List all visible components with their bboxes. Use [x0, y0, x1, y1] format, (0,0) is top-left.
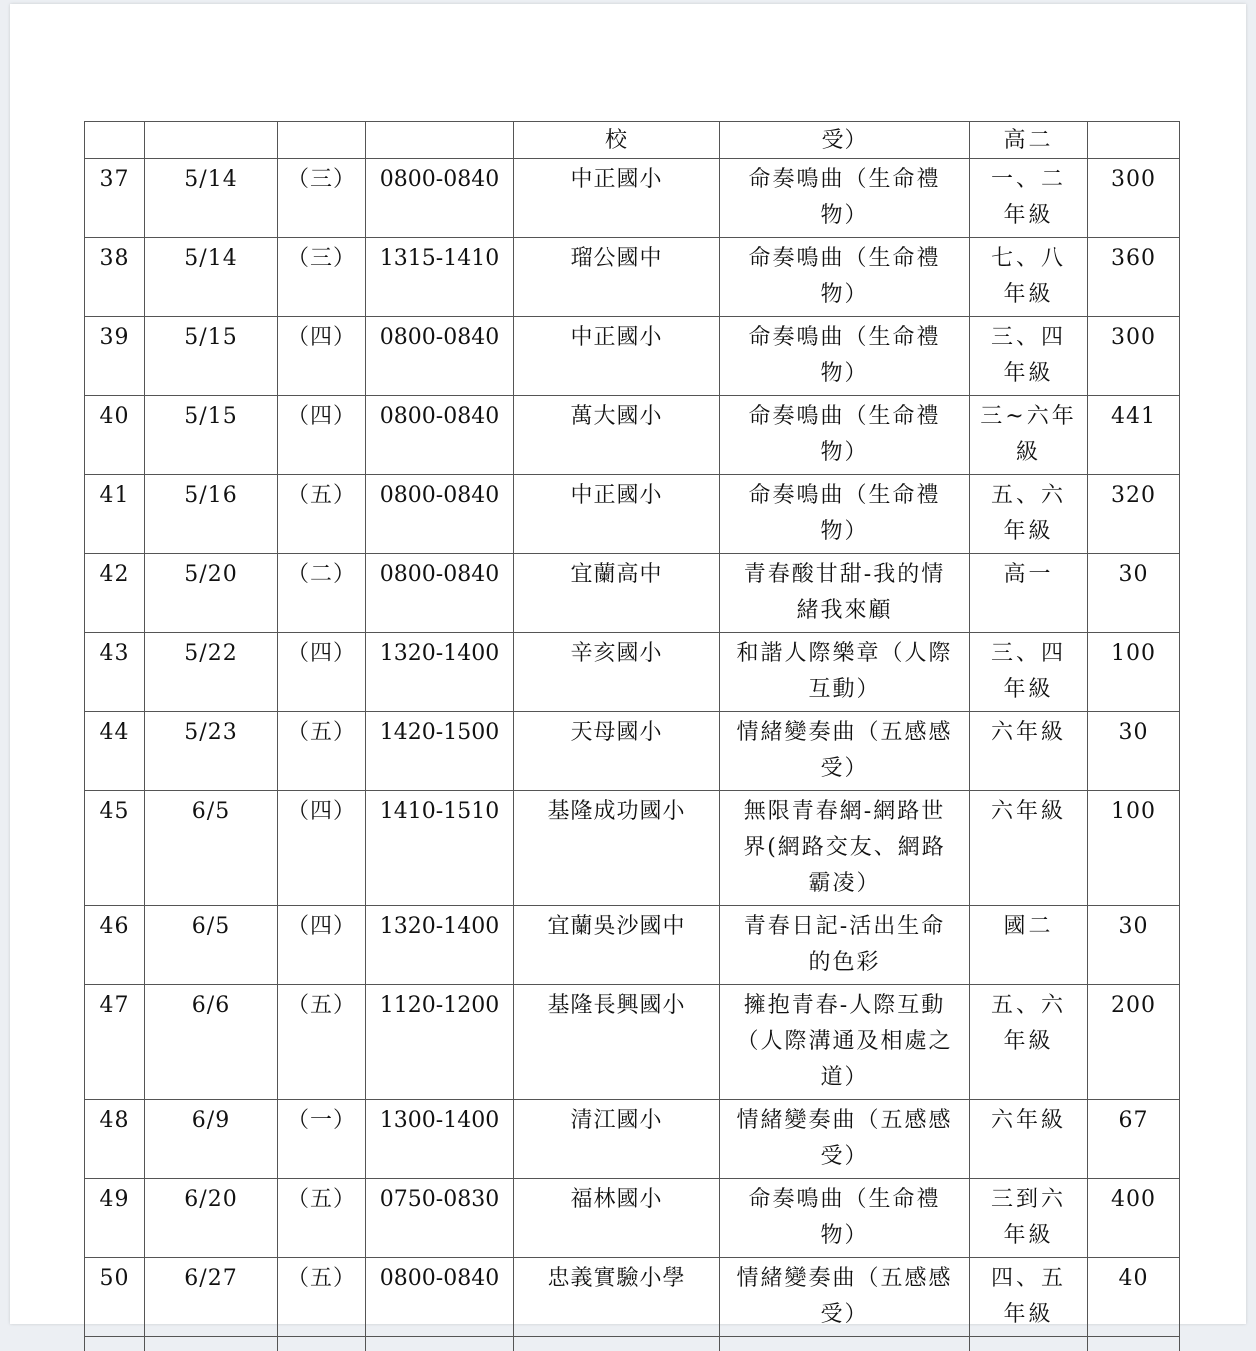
- date-cell: 5/14: [145, 238, 278, 317]
- table-row: [85, 1179, 1180, 1258]
- table-row: [85, 1258, 1180, 1337]
- school-cell: 中正國小: [514, 475, 720, 554]
- school-cell: 瑠公國中: [514, 238, 720, 317]
- cutoff-cell: [278, 1337, 366, 1351]
- time-cell: 1410-1510: [366, 791, 514, 906]
- time-cell: 1120-1200: [366, 985, 514, 1100]
- grade-cell-line: 五、六: [978, 988, 1079, 1024]
- partial-cell: [278, 122, 366, 159]
- grade-cell-line: 年級: [978, 672, 1079, 708]
- table-row: [85, 633, 1180, 712]
- topic-cell-line: 物）: [730, 435, 959, 471]
- weekday-cell: （五）: [278, 1258, 366, 1337]
- school-cell: 辛亥國小: [514, 633, 720, 712]
- count-cell: 300: [1088, 159, 1180, 238]
- table-row: [85, 396, 1180, 475]
- topic-cell: [720, 159, 970, 238]
- grade-cell: [970, 985, 1088, 1100]
- partial-cell: [85, 122, 145, 159]
- count-cell: 300: [1088, 317, 1180, 396]
- school-cell: 基隆成功國小: [514, 791, 720, 906]
- topic-cell-line: 互動）: [730, 672, 959, 708]
- row-number-cell: 44: [85, 712, 145, 791]
- date-cell: 6/5: [145, 906, 278, 985]
- topic-cell: [720, 712, 970, 791]
- date-cell: 5/22: [145, 633, 278, 712]
- topic-cell-line: 的色彩: [730, 945, 959, 981]
- topic-cell-line: 情緒變奏曲（五感感: [730, 715, 959, 751]
- topic-cell-line: 緒我來顧: [730, 593, 959, 629]
- topic-cell-line: 受）: [730, 751, 959, 787]
- row-number-cell: 41: [85, 475, 145, 554]
- row-number-cell: 48: [85, 1100, 145, 1179]
- row-number-cell: 47: [85, 985, 145, 1100]
- grade-cell: [970, 1179, 1088, 1258]
- weekday-cell: （五）: [278, 985, 366, 1100]
- date-cell: 5/23: [145, 712, 278, 791]
- row-number-cell: 42: [85, 554, 145, 633]
- table-row: [85, 475, 1180, 554]
- date-cell: 5/20: [145, 554, 278, 633]
- time-cell: 0800-0840: [366, 317, 514, 396]
- weekday-cell: （四）: [278, 396, 366, 475]
- topic-cell-line: 界(網路交友、網路: [730, 830, 959, 866]
- time-cell: 0800-0840: [366, 475, 514, 554]
- topic-cell-line: 命奏鳴曲（生命禮: [730, 241, 959, 277]
- grade-cell-line: 年級: [978, 1218, 1079, 1254]
- school-cell: 忠義實驗小學: [514, 1258, 720, 1337]
- grade-cell-line: 七、八: [978, 241, 1079, 277]
- topic-cell-line: 物）: [730, 1218, 959, 1254]
- topic-cell-line: 霸凌）: [730, 866, 959, 902]
- partial-cell: [366, 122, 514, 159]
- grade-cell-line: 四、五: [978, 1261, 1079, 1297]
- school-cell: 天母國小: [514, 712, 720, 791]
- topic-cell: [720, 906, 970, 985]
- time-cell: 1320-1400: [366, 906, 514, 985]
- grade-cell-line: 高一: [978, 557, 1079, 593]
- grade-cell: [970, 238, 1088, 317]
- grade-cell: [970, 791, 1088, 906]
- weekday-cell: （五）: [278, 475, 366, 554]
- weekday-cell: （五）: [278, 712, 366, 791]
- count-cell: 100: [1088, 633, 1180, 712]
- topic-cell-line: 命奏鳴曲（生命禮: [730, 399, 959, 435]
- grade-cell: [970, 554, 1088, 633]
- grade-cell: [970, 712, 1088, 791]
- grade-cell-line: 六年級: [978, 715, 1079, 751]
- school-cell: 萬大國小: [514, 396, 720, 475]
- time-cell: 0800-0840: [366, 159, 514, 238]
- time-cell: 0800-0840: [366, 554, 514, 633]
- time-cell: 0800-0840: [366, 1258, 514, 1337]
- topic-cell: [720, 396, 970, 475]
- table-row-cutoff: [85, 1337, 1180, 1351]
- table-row: [85, 712, 1180, 791]
- topic-cell: [720, 238, 970, 317]
- grade-cell-line: 六年級: [978, 794, 1079, 830]
- row-number-cell: 43: [85, 633, 145, 712]
- weekday-cell: （四）: [278, 906, 366, 985]
- table-row-partial-header: [85, 122, 1180, 159]
- grade-cell-line: 年級: [978, 514, 1079, 550]
- count-cell: 100: [1088, 791, 1180, 906]
- weekday-cell: （一）: [278, 1100, 366, 1179]
- count-cell: 441: [1088, 396, 1180, 475]
- grade-cell-line: 三到六: [978, 1182, 1079, 1218]
- topic-cell-line: 情緒變奏曲（五感感: [730, 1103, 959, 1139]
- date-cell: 5/14: [145, 159, 278, 238]
- topic-cell-line: 情緒變奏曲（五感感: [730, 1261, 959, 1297]
- row-number-cell: 46: [85, 906, 145, 985]
- document-page: [10, 4, 1246, 1324]
- cutoff-cell: [366, 1337, 514, 1351]
- date-cell: 6/5: [145, 791, 278, 906]
- table-row: [85, 791, 1180, 906]
- time-cell: 1300-1400: [366, 1100, 514, 1179]
- grade-cell-line: 三、四: [978, 636, 1079, 672]
- topic-cell-line: 擁抱青春-人際互動: [730, 988, 959, 1024]
- weekday-cell: （四）: [278, 633, 366, 712]
- topic-cell-line: 命奏鳴曲（生命禮: [730, 1182, 959, 1218]
- row-number-cell: 37: [85, 159, 145, 238]
- date-cell: 6/27: [145, 1258, 278, 1337]
- grade-cell: [970, 633, 1088, 712]
- time-cell: 1320-1400: [366, 633, 514, 712]
- table-row: [85, 317, 1180, 396]
- time-cell: 1315-1410: [366, 238, 514, 317]
- topic-cell: [720, 985, 970, 1100]
- grade-cell: [970, 1100, 1088, 1179]
- row-number-cell: 45: [85, 791, 145, 906]
- cutoff-cell: [85, 1337, 145, 1351]
- grade-cell-line: 級: [978, 435, 1079, 471]
- table-row: [85, 1100, 1180, 1179]
- table-row: [85, 159, 1180, 238]
- grade-cell-line: 年級: [978, 277, 1079, 313]
- grade-cell-line: 年級: [978, 1297, 1079, 1333]
- topic-cell-line: 物）: [730, 198, 959, 234]
- topic-cell-line: （人際溝通及相處之: [730, 1024, 959, 1060]
- topic-cell-line: 受）: [730, 1297, 959, 1333]
- time-cell: 0800-0840: [366, 396, 514, 475]
- table-row: [85, 238, 1180, 317]
- date-cell: 6/6: [145, 985, 278, 1100]
- topic-cell: [720, 554, 970, 633]
- row-number-cell: 49: [85, 1179, 145, 1258]
- topic-cell-line: 物）: [730, 356, 959, 392]
- cutoff-cell: [145, 1337, 278, 1351]
- count-cell: 30: [1088, 906, 1180, 985]
- count-cell: 200: [1088, 985, 1180, 1100]
- grade-cell-line: 國二: [978, 909, 1079, 945]
- grade-cell-line: 年級: [978, 356, 1079, 392]
- count-cell: 360: [1088, 238, 1180, 317]
- topic-cell: [720, 317, 970, 396]
- count-cell: 400: [1088, 1179, 1180, 1258]
- date-cell: 5/15: [145, 317, 278, 396]
- topic-cell-line: 道）: [730, 1060, 959, 1096]
- topic-cell-line: 青春日記-活出生命: [730, 909, 959, 945]
- row-number-cell: 50: [85, 1258, 145, 1337]
- date-cell: 6/20: [145, 1179, 278, 1258]
- school-cell: 中正國小: [514, 317, 720, 396]
- grade-cell: [970, 396, 1088, 475]
- count-cell: 30: [1088, 554, 1180, 633]
- date-cell: 5/16: [145, 475, 278, 554]
- grade-cell-line: 年級: [978, 198, 1079, 234]
- grade-cell: [970, 1258, 1088, 1337]
- cutoff-cell: [514, 1337, 720, 1351]
- table-row: [85, 906, 1180, 985]
- partial-cell-topic: 受）: [720, 122, 970, 159]
- grade-cell: [970, 159, 1088, 238]
- school-cell: 宜蘭高中: [514, 554, 720, 633]
- weekday-cell: （三）: [278, 159, 366, 238]
- topic-cell: [720, 1179, 970, 1258]
- school-cell: 福林國小: [514, 1179, 720, 1258]
- count-cell: 40: [1088, 1258, 1180, 1337]
- cutoff-cell: [970, 1337, 1088, 1351]
- school-cell: 中正國小: [514, 159, 720, 238]
- grade-cell: [970, 906, 1088, 985]
- row-number-cell: 38: [85, 238, 145, 317]
- topic-cell-line: 受）: [730, 1139, 959, 1175]
- weekday-cell: （三）: [278, 238, 366, 317]
- count-cell: 67: [1088, 1100, 1180, 1179]
- topic-cell-line: 和諧人際樂章（人際: [730, 636, 959, 672]
- count-cell: 30: [1088, 712, 1180, 791]
- partial-cell-school: 校: [514, 122, 720, 159]
- grade-cell-line: 一、二: [978, 162, 1079, 198]
- cutoff-cell: [720, 1337, 970, 1351]
- topic-cell-line: 命奏鳴曲（生命禮: [730, 320, 959, 356]
- grade-cell-line: 三~六年: [978, 399, 1079, 435]
- row-number-cell: 39: [85, 317, 145, 396]
- grade-cell: [970, 317, 1088, 396]
- grade-cell-line: 五、六: [978, 478, 1079, 514]
- school-cell: 基隆長興國小: [514, 985, 720, 1100]
- row-number-cell: 40: [85, 396, 145, 475]
- topic-cell: [720, 1100, 970, 1179]
- grade-cell: [970, 475, 1088, 554]
- topic-cell-line: 無限青春網-網路世: [730, 794, 959, 830]
- grade-cell-line: 六年級: [978, 1103, 1079, 1139]
- grade-cell-line: 三、四: [978, 320, 1079, 356]
- topic-cell: [720, 633, 970, 712]
- topic-cell: [720, 475, 970, 554]
- topic-cell-line: 青春酸甘甜-我的情: [730, 557, 959, 593]
- topic-cell: [720, 1258, 970, 1337]
- topic-cell-line: 物）: [730, 277, 959, 313]
- topic-cell-line: 命奏鳴曲（生命禮: [730, 162, 959, 198]
- time-cell: 0750-0830: [366, 1179, 514, 1258]
- topic-cell-line: 命奏鳴曲（生命禮: [730, 478, 959, 514]
- table-body: [85, 122, 1180, 1351]
- table-row: [85, 985, 1180, 1100]
- weekday-cell: （五）: [278, 1179, 366, 1258]
- grade-cell-line: 年級: [978, 1024, 1079, 1060]
- weekday-cell: （四）: [278, 317, 366, 396]
- partial-cell-grade: 高二: [970, 122, 1088, 159]
- partial-cell: [145, 122, 278, 159]
- date-cell: 6/9: [145, 1100, 278, 1179]
- weekday-cell: （四）: [278, 791, 366, 906]
- weekday-cell: （二）: [278, 554, 366, 633]
- school-cell: 宜蘭吳沙國中: [514, 906, 720, 985]
- count-cell: 320: [1088, 475, 1180, 554]
- topic-cell-line: 物）: [730, 514, 959, 550]
- partial-cell: [1088, 122, 1180, 159]
- table-row: [85, 554, 1180, 633]
- date-cell: 5/15: [145, 396, 278, 475]
- time-cell: 1420-1500: [366, 712, 514, 791]
- cutoff-cell: [1088, 1337, 1180, 1351]
- school-cell: 清江國小: [514, 1100, 720, 1179]
- schedule-table: [84, 121, 1180, 1351]
- topic-cell: [720, 791, 970, 906]
